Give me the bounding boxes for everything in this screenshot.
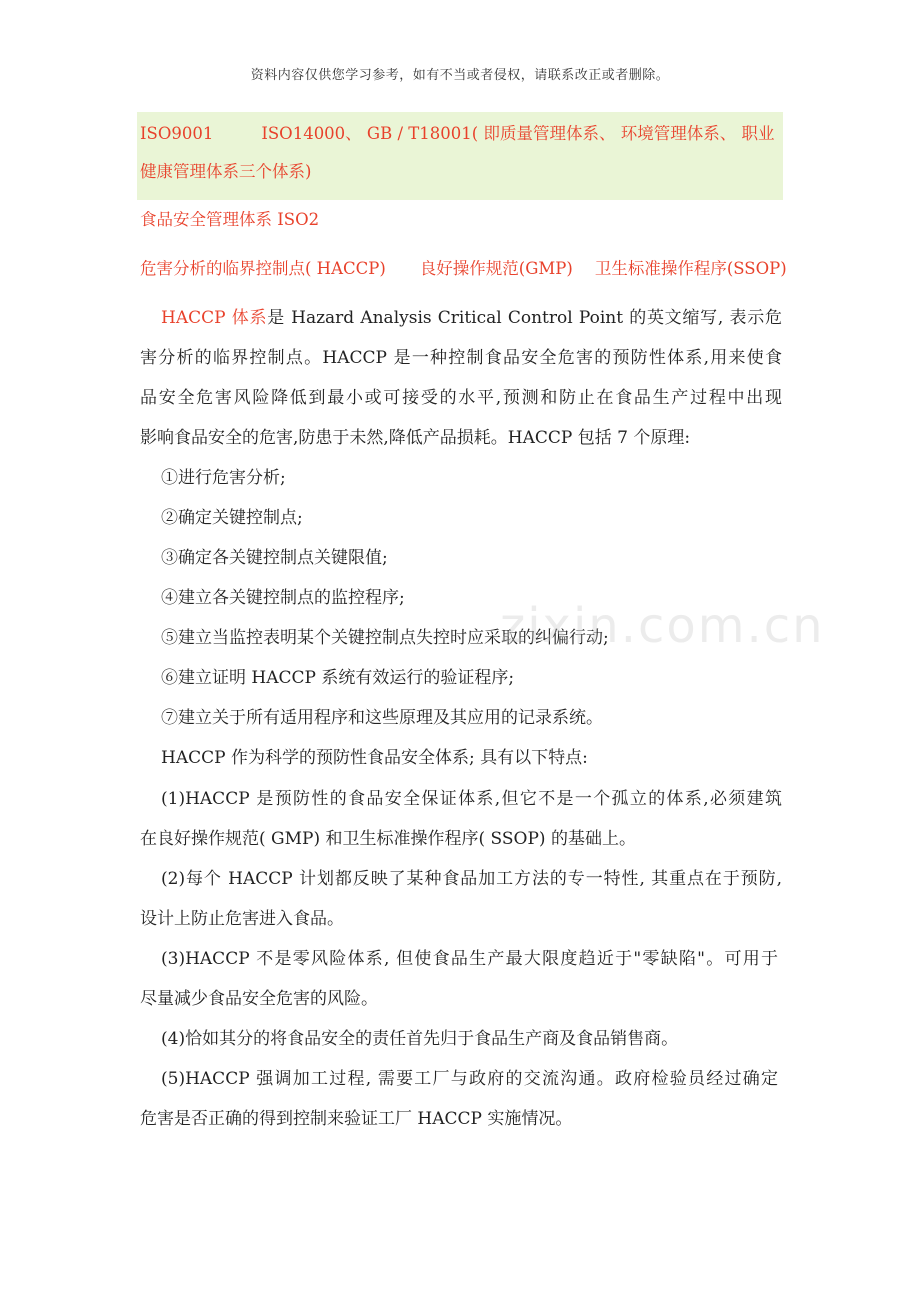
feature-1-line-1: (1)HACCP 是预防性的食品安全保证体系,但它不是一个孤立的体系,必须建筑 [161,789,782,809]
ssop-title: 卫生标准操作程序(SSOP) [594,259,787,278]
feature-3-line-2: 尽量减少食品安全危害的风险。 [140,989,378,1009]
gmp-title: 良好操作规范(GMP) [419,259,573,278]
iso14000-text: ISO14000、 GB / T18001( 即质量管理体系、 环境管理体系、 职业 [261,124,775,143]
principle-3: ③确定各关键控制点关键限值; [161,548,388,568]
site-watermark: zixin.com.cn [500,598,825,654]
feature-5-line-1: (5)HACCP 强调加工过程, 需要工厂与政府的交流沟通。政府检验员经过确定 [161,1069,778,1089]
standards-line-1 [140,124,774,144]
intro-line-2: 害分析的临界控制点。HACCP 是一种控制食品安全危害的预防性体系,用来使食 [140,348,782,368]
feature-4-line-1: (4)恰如其分的将食品安全的责任首先归于食品生产商及食品销售商。 [161,1029,679,1049]
feature-2-line-1: (2)每个 HACCP 计划都反映了某种食品加工方法的专一特性, 其重点在于预防, [161,869,782,889]
features-intro: HACCP 作为科学的预防性食品安全体系; 具有以下特点: [161,748,588,768]
haccp-gmp-ssop-line [140,259,787,279]
intro-line-1 [161,308,782,328]
intro-line-3: 品安全危害风险降低到最小或可接受的水平,预测和防止在食品生产过程中出现 [140,388,782,408]
feature-2-line-2: 设计上防止危害进入食品。 [140,909,344,929]
intro-line-1-rest: 是 Hazard Analysis Critical Control Point 的英文缩写, 表示危 [267,308,782,328]
feature-1-line-2: 在良好操作规范( GMP) 和卫生标准操作程序( SSOP) 的基础上。 [140,829,636,849]
iso9001-text: ISO9001 [140,124,214,143]
principle-2: ②确定关键控制点; [161,508,303,528]
food-safety-iso-line: 食品安全管理体系 ISO2 [140,210,320,229]
feature-5-line-2: 危害是否正确的得到控制来验证工厂 HACCP 实施情况。 [140,1109,573,1129]
principle-6: ⑥建立证明 HACCP 系统有效运行的验证程序; [161,668,515,688]
haccp-title: 危害分析的临界控制点( HACCP) [140,259,386,278]
intro-line-4: 影响食品安全的危害,防患于未然,降低产品损耗。HACCP 包括 7 个原理: [140,428,691,448]
principle-4: ④建立各关键控制点的监控程序; [161,588,405,608]
header-disclaimer: 资料内容仅供您学习参考，如有不当或者侵权，请联系改正或者删除。 [250,68,670,83]
feature-3-line-1: (3)HACCP 不是零风险体系, 但使食品生产最大限度趋近于"零缺陷"。可用于 [161,949,778,969]
principle-5: ⑤建立当监控表明某个关键控制点失控时应采取的纠偏行动; [161,628,609,648]
principle-1: ①进行危害分析; [161,468,286,488]
haccp-system-term: HACCP 体系 [161,308,268,328]
principle-7: ⑦建立关于所有适用程序和这些原理及其应用的记录系统。 [161,708,603,728]
standards-line-2: 健康管理体系三个体系) [140,162,312,181]
